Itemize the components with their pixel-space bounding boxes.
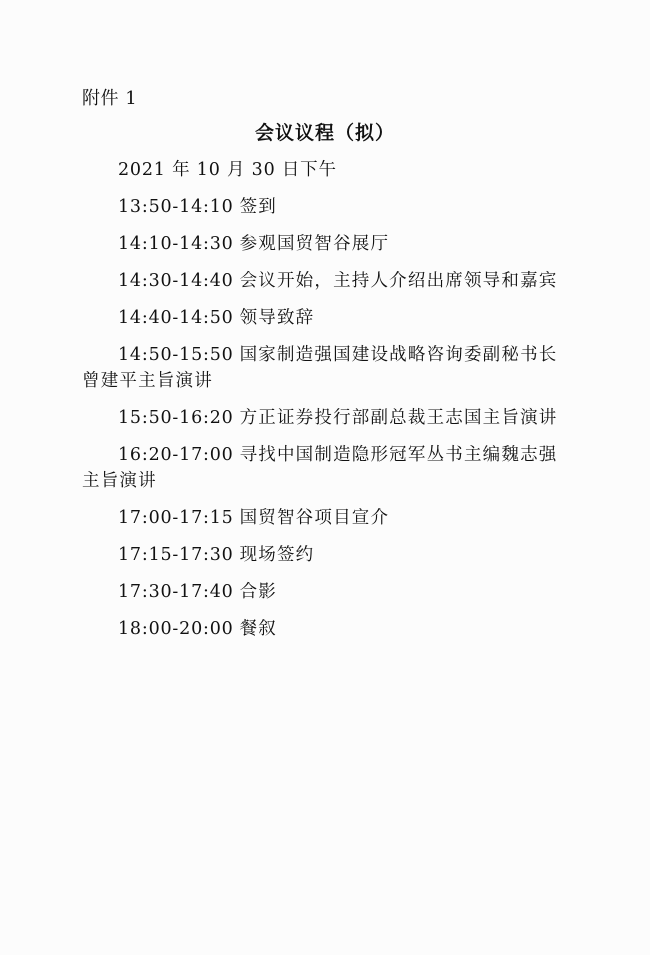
- agenda-item: [82, 579, 562, 605]
- agenda-time: 17:15-17:30: [118, 545, 234, 565]
- agenda-text: 国家制造强国建设战略咨询委副秘书长曾建平主旨演讲: [82, 345, 558, 391]
- agenda-time: 17:30-17:40: [118, 582, 234, 602]
- agenda-time: 13:50-14:10: [118, 197, 234, 217]
- agenda-item: [82, 505, 562, 531]
- agenda-text: 餐叙: [239, 619, 277, 639]
- agenda-item: [82, 194, 562, 220]
- agenda-text: 合影: [239, 582, 277, 602]
- agenda-text: 签到: [239, 197, 277, 217]
- agenda-item: [82, 231, 562, 257]
- agenda-time: 18:00-20:00: [118, 619, 234, 639]
- agenda-item: [82, 268, 562, 294]
- agenda-list: [82, 157, 562, 653]
- agenda-item: [82, 616, 562, 642]
- agenda-text: 领导致辞: [239, 308, 315, 328]
- agenda-time: 14:30-14:40: [118, 271, 234, 291]
- agenda-time: 14:10-14:30: [118, 234, 234, 254]
- attachment-label: 附件 1: [82, 88, 138, 109]
- page-title: 会议议程（拟）: [254, 122, 395, 144]
- agenda-text: 参观国贸智谷展厅: [239, 234, 390, 254]
- agenda-text: 方正证券投行部副总裁王志国主旨演讲: [239, 408, 558, 428]
- agenda-time: 14:40-14:50: [118, 308, 234, 328]
- agenda-item: [82, 542, 562, 568]
- agenda-time: 16:20-17:00: [118, 445, 234, 465]
- agenda-item: [82, 405, 562, 431]
- agenda-text: 寻找中国制造隐形冠军丛书主编魏志强主旨演讲: [82, 445, 558, 491]
- agenda-time: 15:50-16:20: [118, 408, 234, 428]
- agenda-text: 国贸智谷项目宣介: [239, 508, 390, 528]
- agenda-date: 2021 年 10 月 30 日下午: [118, 160, 337, 180]
- agenda-time: 17:00-17:15: [118, 508, 234, 528]
- agenda-item: [82, 442, 562, 494]
- agenda-item: [82, 305, 562, 331]
- agenda-time: 14:50-15:50: [118, 345, 234, 365]
- agenda-item: [82, 342, 562, 394]
- agenda-text: 会议开始，主持人介绍出席领导和嘉宾: [239, 271, 558, 291]
- agenda-text: 现场签约: [239, 545, 315, 565]
